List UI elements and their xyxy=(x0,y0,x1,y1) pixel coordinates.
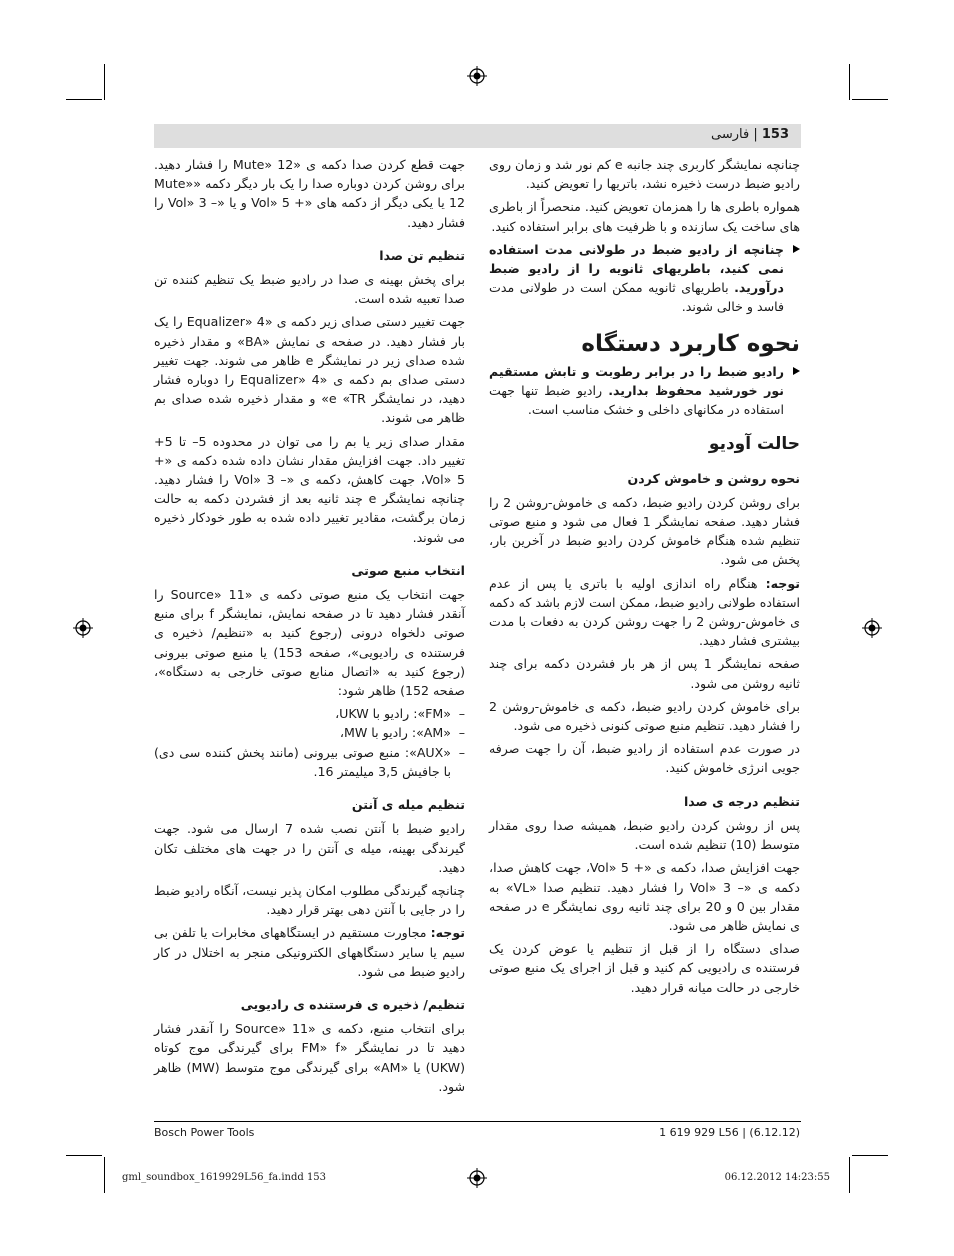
volume-heading: تنظیم درجه ی صدا xyxy=(683,793,800,809)
page-header xyxy=(154,124,801,148)
warning-triangle-icon xyxy=(793,367,800,375)
footer-rule xyxy=(154,1121,801,1122)
warning-remove-batteries: چنانچه از رادیو ضبط در طولانی مدت استفاده نمی کنید، باطریهای ثانویه را از رادیو ضبط درآورید. باطریهای ثانویه ممکن است در طولانی مدت فاسد و خالی شوند. xyxy=(489,240,800,317)
list-item: – «AM»: رادیو با MW، xyxy=(154,723,451,742)
crop-mark xyxy=(104,64,105,100)
mute-paragraph: جهت قطع کردن صدا دکمه ی «Mute» 12 را فشار دهید. برای روشن کردن دوباره صدا را یک بار دیگر دکمه «Mute» 12 یا یکی دیگر از دکمه های «+ Vol» 5 و یا «– Vol» 3 را فشار دهید. xyxy=(154,157,465,230)
page-number: 153 xyxy=(761,127,789,142)
crop-mark xyxy=(66,1155,102,1156)
crop-mark xyxy=(852,1155,888,1156)
antenna-paragraph-2: چنانچه گیرندگی مطلوب امکان پذیر نیست، آنگاه رادیو ضبط را در جایی با آنتن دهی بهتر قرار دهید. xyxy=(154,882,465,918)
slug-filename: gml_soundbox_1619929L56_fa.indd 153 xyxy=(122,1172,327,1183)
right-column xyxy=(489,155,800,1001)
crop-mark xyxy=(849,1157,850,1193)
crop-mark xyxy=(104,1157,105,1193)
crop-mark xyxy=(849,64,850,100)
registration-mark-icon xyxy=(862,618,882,638)
onoff-paragraph-3: برای خاموش کردن رادیو ضبط، دکمه ی خاموش-روشن 2 را فشار دهید. تنظیم منبع صوتی کنونی ذخیره می شود. xyxy=(489,698,800,734)
tone-paragraph-2: جهت تغییر دستی صدای زیر دکمه ی «Equalizer» 4 را یک بار فشار دهید. در صفحه ی نمایش «BA» و مقدار ذخیره شده صدای زیر در نمایشگر e ظاهر می شوند. جهت تغییر دستی صدای بم دکمه ی «Equalizer» 4 را دوباره فشار دهید، در نمایشگر e «TR» و مقدار ذخیره شده صدای بم ظاهر می شوند. xyxy=(154,314,465,426)
audio-mode-heading: حالت آودیو xyxy=(708,434,800,455)
crop-mark xyxy=(66,99,102,100)
battery-replace-paragraph: همواره باطری ها را همزمان تعویض کنید. منحصراً از باطری های ساخت یک سازنده و با ظرفیت های برابر استفاده کنید. xyxy=(489,199,800,234)
onoff-heading: نحوه روشن و خاموش کردن xyxy=(627,470,800,486)
warning-triangle-icon xyxy=(793,245,800,253)
onoff-paragraph-4: در صورت عدم استفاده از رادیو ضبط، آن را جهت صرفه جویی انرژی خاموش کنید. xyxy=(489,741,800,776)
crop-mark xyxy=(852,99,888,100)
header-separator: | xyxy=(749,127,762,142)
antenna-heading: تنظیم میله ی آنتن xyxy=(351,797,465,813)
volume-paragraph-2: جهت افزایش صدا، دکمه ی «+ Vol» 5، جهت کاهش صدا، دکمه ی «– Vol» 3 را فشار دهید. تنظیم صدا «VL» به مقدار بین 0 و 20 برای چند ثانیه روی نمایشگر e در صفحه ی نمایش ظاهر می شود. xyxy=(489,860,801,933)
source-heading: انتخاب منبع صوتی xyxy=(351,562,465,578)
list-item: – «FM»: رادیو با UKW، xyxy=(154,704,451,723)
onoff-paragraph-2: صفحه نمایشگر 1 پس از هر بار فشردن دکمه برای چند ثانیه روشن می شود. xyxy=(489,656,801,691)
list-item: – «AUX»: منبع صوتی بیرونی (مانند پخش کننده سی دی) با جافیش 3,5 میلیمتر 16. xyxy=(154,743,451,781)
volume-paragraph-1: پس از روشن کردن رادیو ضبط، همیشه صدا روی مقدار متوسط (10) تنظیم شده است. xyxy=(489,817,800,853)
tone-heading: تنظیم تن صدا xyxy=(379,247,465,263)
footer-code: 1 619 929 L56 | (6.12.12) xyxy=(659,1126,800,1139)
tone-paragraph-3: مقدار صدای زیر یا بم را می توان در محدوده 5– تا 5+ تغییر داد. جهت افزایش مقدار نشان داده شده دکمه ی «+ Vol» 5، جهت کاهش، دکمه ی «– Vol» 3 را فشار دهید. چنانچه نمایشگر e چند ثانیه بعد از فشردن دکمه به حالت زمان برگشت، مقادیر تغییر داده شده به طور خودکار ذخیره می شوند. xyxy=(154,433,466,545)
store-station-heading: تنظیم/ ذخیره ی فرستنده ی رادیویی xyxy=(240,996,465,1012)
antenna-paragraph-1: رادیو ضبط با آنتن نصب شده 7 ارسال می شود. جهت گیرندگی بهینه، میله ی آنتن را در جهت های مختلف تکان دهید. xyxy=(154,821,465,875)
tone-paragraph-1: برای پخش بهینه ی صدا در رادیو ضبط یک تنظیم کننده تن صدا تعبیه شده است. xyxy=(154,272,465,307)
left-column xyxy=(154,155,465,1100)
onoff-paragraph-1: برای روشن کردن رادیو ضبط، دکمه ی خاموش-روشن 2 را فشار دهید. صفحه نمایشگر 1 فعال می شود و منبع صوتی تنظیم شده هنگام خاموش کردن رادیو ضبط در آخرین بار، پخش می شود. xyxy=(489,494,801,568)
source-paragraph: جهت انتخاب یک منبع صوتی دکمه ی «Source» 11 را آنقدر فشار دهید تا در صفحه نمایش، نمایشگر f برای منبع صوتی دلخواه درونی (رجوع کنید به «تنظیم/ ذخیره ی فرستنده ی رادیویی»، صفحه 153) یا منبع صوتی بیرونی (رجوع کنید به «اتصال منابع صوتی خارجی به دستگاه»، صفحه 152) ظاهر شود: xyxy=(154,587,466,699)
onoff-note: توجه: هنگام راه اندازی اولیه با باتری یا پس از عدم استفاده طولانی رادیو ضبط، ممکن است لازم باشد که دکمه ی خاموش-روشن 2 را جهت روشن کردن به دفعات با مدت بیشتری فشار دهید. xyxy=(489,575,800,649)
warning-moisture: رادیو ضبط را در برابر رطوبت و تابش مستقیم نور خورشید محفوظ بدارید. رادیو ضبط تنها جهت استفاده در مکانهای داخلی و خشک مناسب است. xyxy=(489,362,800,420)
header-text xyxy=(711,127,789,142)
antenna-note: توجه: مجاورت مستقیم در ایستگاههای مخابرات یا تلفن بی سیم یا سایر دستگاههای الکترونیکی منجر به اختلال در کار رادیو ضبط می شود. xyxy=(154,925,465,979)
slug-date: 06.12.2012 14:23:55 xyxy=(724,1172,830,1183)
registration-mark-icon xyxy=(467,66,487,86)
volume-paragraph-3: صدای دستگاه را از قبل از تنظیم یا عوض کردن یک فرستنده ی رادیویی کم کنید و قبل از اجرای یک منبع صوتی خارجی در حالت میانه قرار دهید. xyxy=(489,941,800,995)
store-station-paragraph: برای انتخاب منبع، دکمه ی «Source» 11 را آنقدر فشار دهید تا در نمایشگر «FM» f برای گیرندگی موج کوتاه (UKW) یا «AM» برای گیرندگی موج متوسط (MW) ظاهر شود. xyxy=(154,1021,465,1094)
registration-mark-icon xyxy=(73,618,93,638)
header-language: فارسی xyxy=(711,127,750,142)
footer-brand: Bosch Power Tools xyxy=(154,1126,255,1139)
registration-mark-icon xyxy=(467,1168,487,1188)
source-list xyxy=(154,704,465,781)
section-title-operation: نحوه کاربرد دستگاه xyxy=(581,330,800,357)
battery-paragraph: چنانچه نمایشگر کاربری چند جانبه e کم نور شد و زمان روی رادیو ضبط درست ذخیره نشد، باتریها را تعویض کنید. xyxy=(489,157,800,192)
